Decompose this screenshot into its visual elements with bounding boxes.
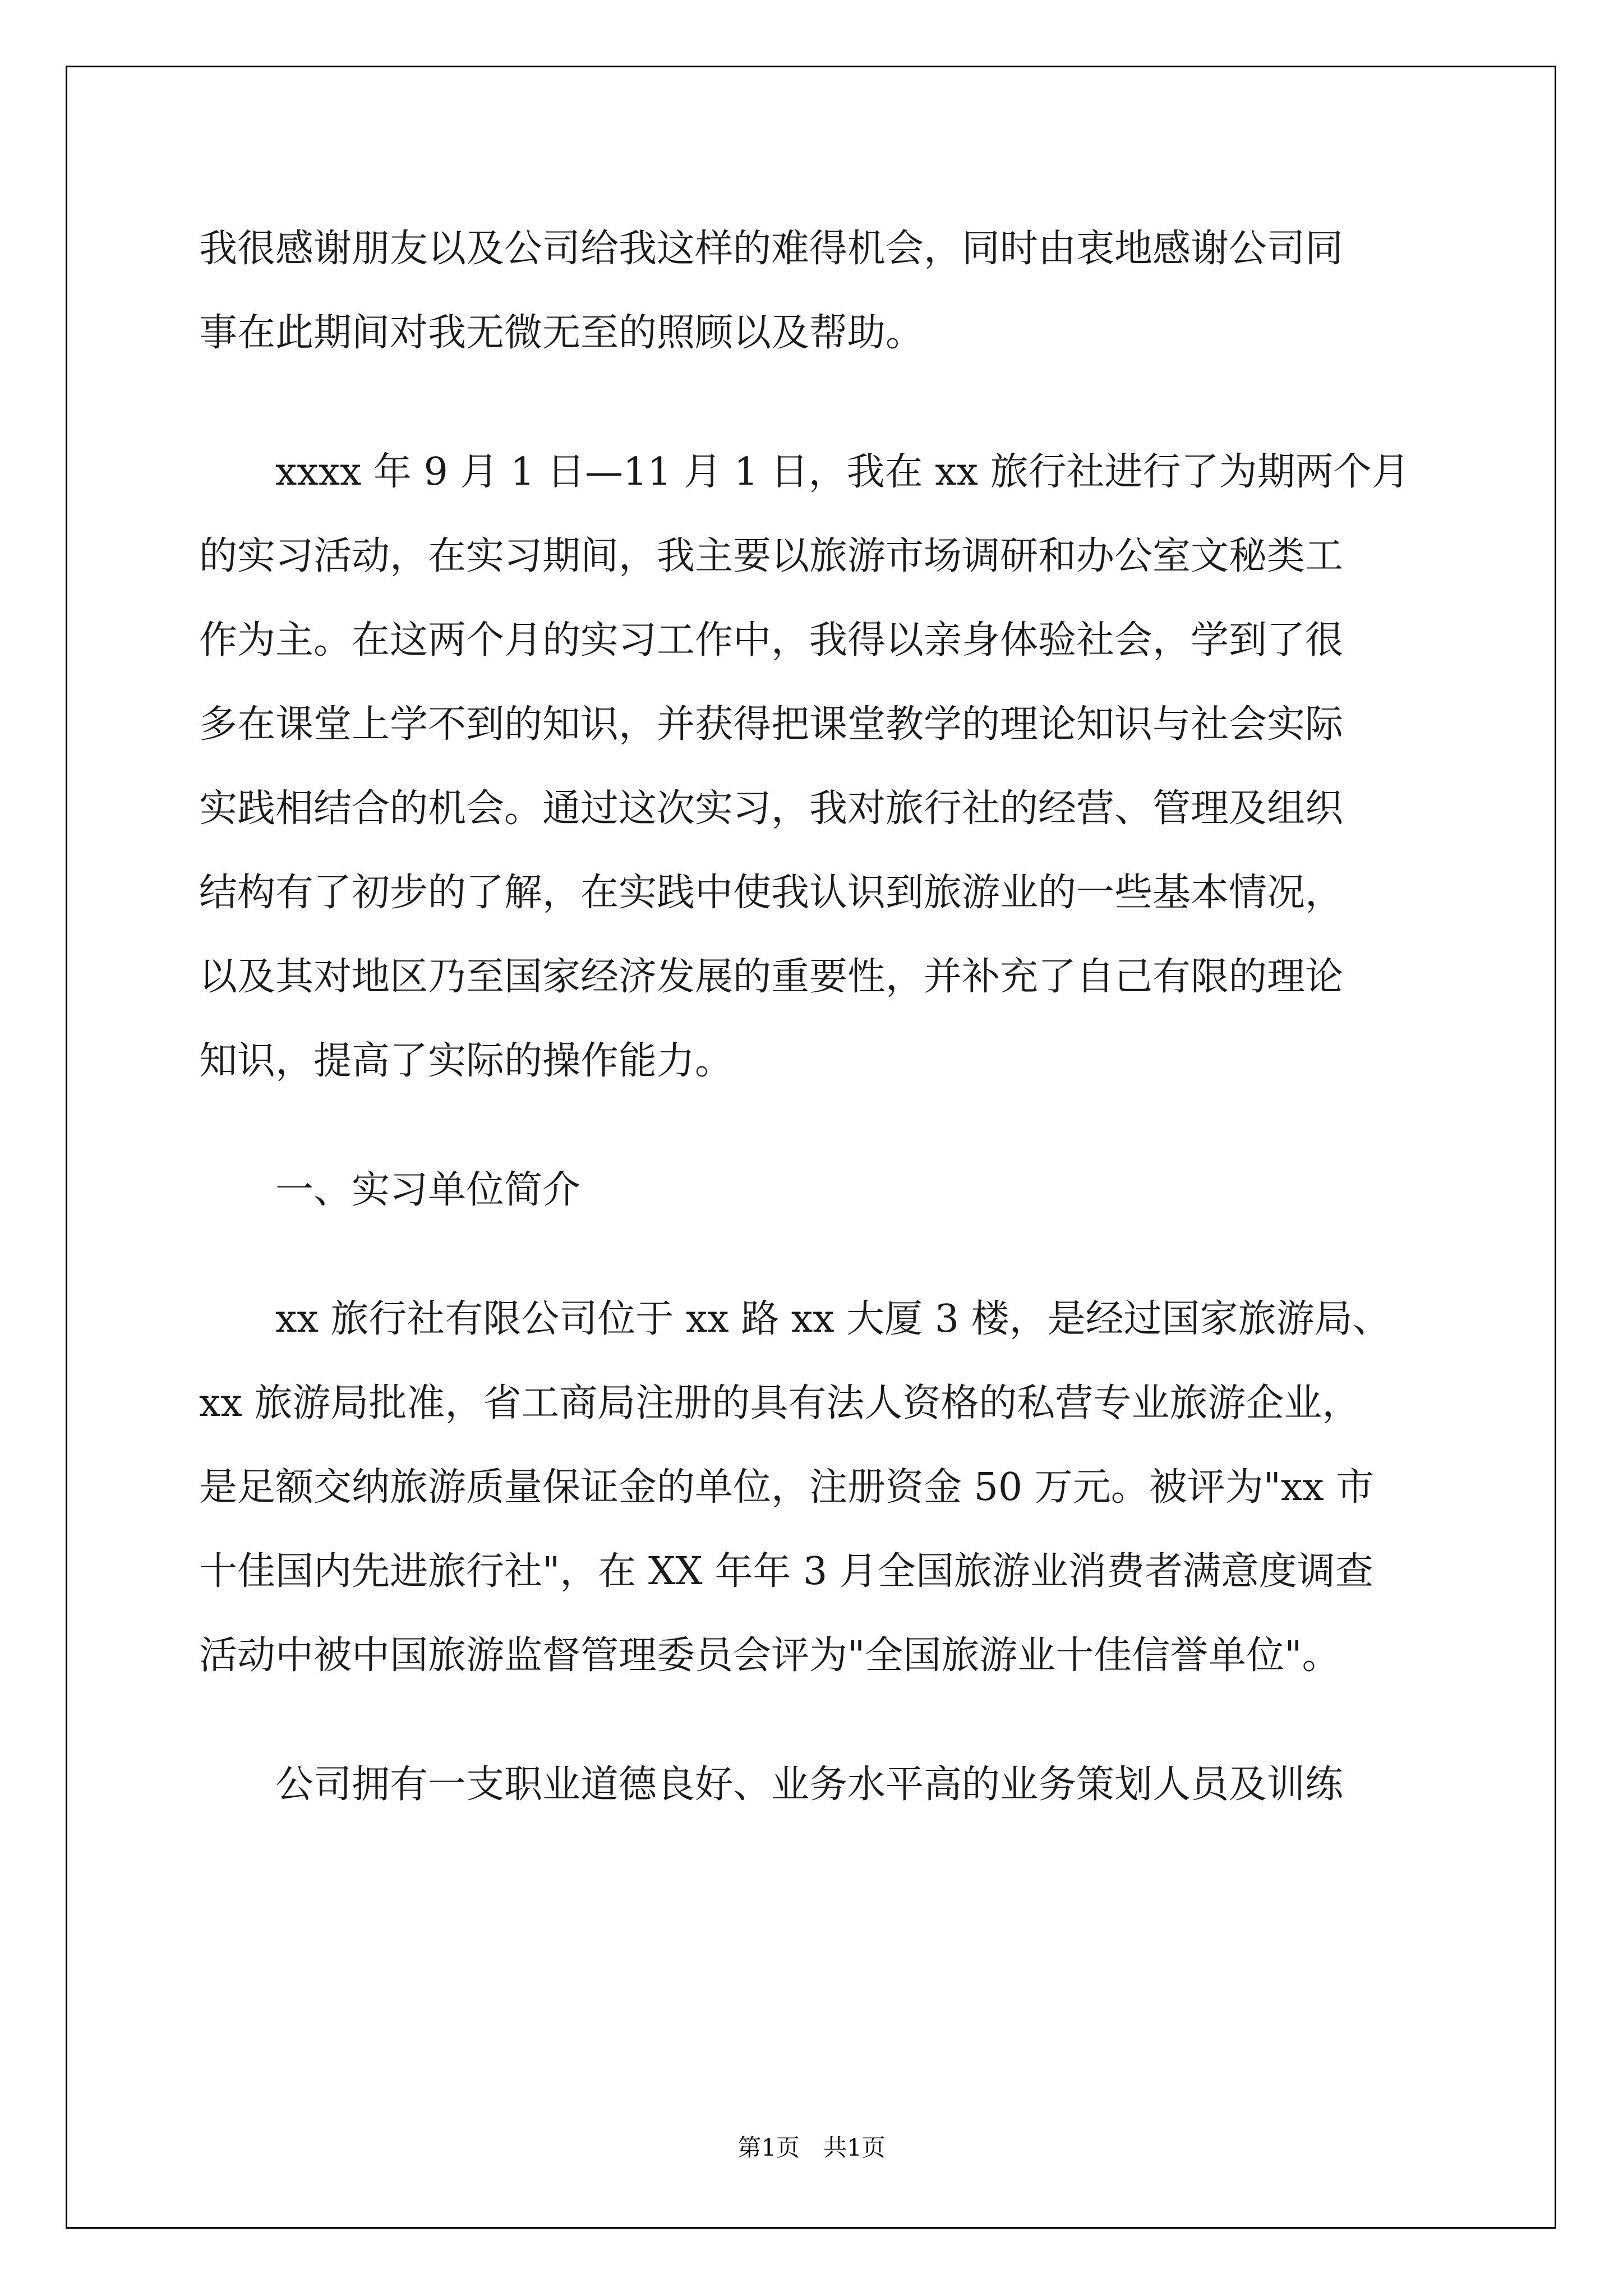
text-line: 作为主。在这两个月的实习工作中，我得以亲身体验社会，学到了很 bbox=[199, 618, 1344, 662]
text-line: 以及其对地区乃至国家经济发展的重要性，并补充了自己有限的理论 bbox=[199, 955, 1344, 999]
text-line: 结构有了初步的了解，在实践中使我认识到旅游业的一些基本情况， bbox=[199, 871, 1344, 915]
text-line: xx 旅游局批准，省工商局注册的具有法人资格的私营专业旅游企业， bbox=[199, 1381, 1361, 1425]
text-line: 多在课堂上学不到的知识，并获得把课堂教学的理论知识与社会实际 bbox=[199, 702, 1344, 747]
text-line: 实践相结合的机会。通过这次实习，我对旅行社的经营、管理及组织 bbox=[199, 786, 1344, 831]
text-line: xx 旅行社有限公司位于 xx 路 xx 大厦 3 楼，是经过国家旅游局、 bbox=[199, 1297, 1391, 1341]
text-line: 的实习活动，在实习期间，我主要以旅游市场调研和办公室文秘类工 bbox=[199, 534, 1344, 578]
text-line: 事在此期间对我无微无至的照顾以及帮助。 bbox=[199, 311, 924, 355]
page-border bbox=[66, 66, 1556, 2229]
section-heading: 一、实习单位简介 bbox=[199, 1168, 581, 1212]
text-line: xxxx 年 9 月 1 日—11 月 1 日，我在 xx 旅行社进行了为期两个月 bbox=[199, 450, 1410, 494]
page-footer: 第1页 共1页 bbox=[737, 2134, 886, 2161]
text-line: 活动中被中国旅游监督管理委员会评为"全国旅游业十佳信誉单位"。 bbox=[199, 1634, 1340, 1678]
text-line: 我很感谢朋友以及公司给我这样的难得机会，同时由衷地感谢公司同 bbox=[199, 227, 1344, 271]
text-line: 是足额交纳旅游质量保证金的单位，注册资金 50 万元。被评为"xx 市 bbox=[199, 1465, 1375, 1510]
text-line: 十佳国内先进旅行社"，在 XX 年年 3 月全国旅游业消费者满意度调查 bbox=[199, 1549, 1373, 1594]
text-line: 公司拥有一支职业道德良好、业务水平高的业务策划人员及训练 bbox=[199, 1763, 1344, 1807]
text-line: 知识，提高了实际的操作能力。 bbox=[199, 1039, 734, 1083]
